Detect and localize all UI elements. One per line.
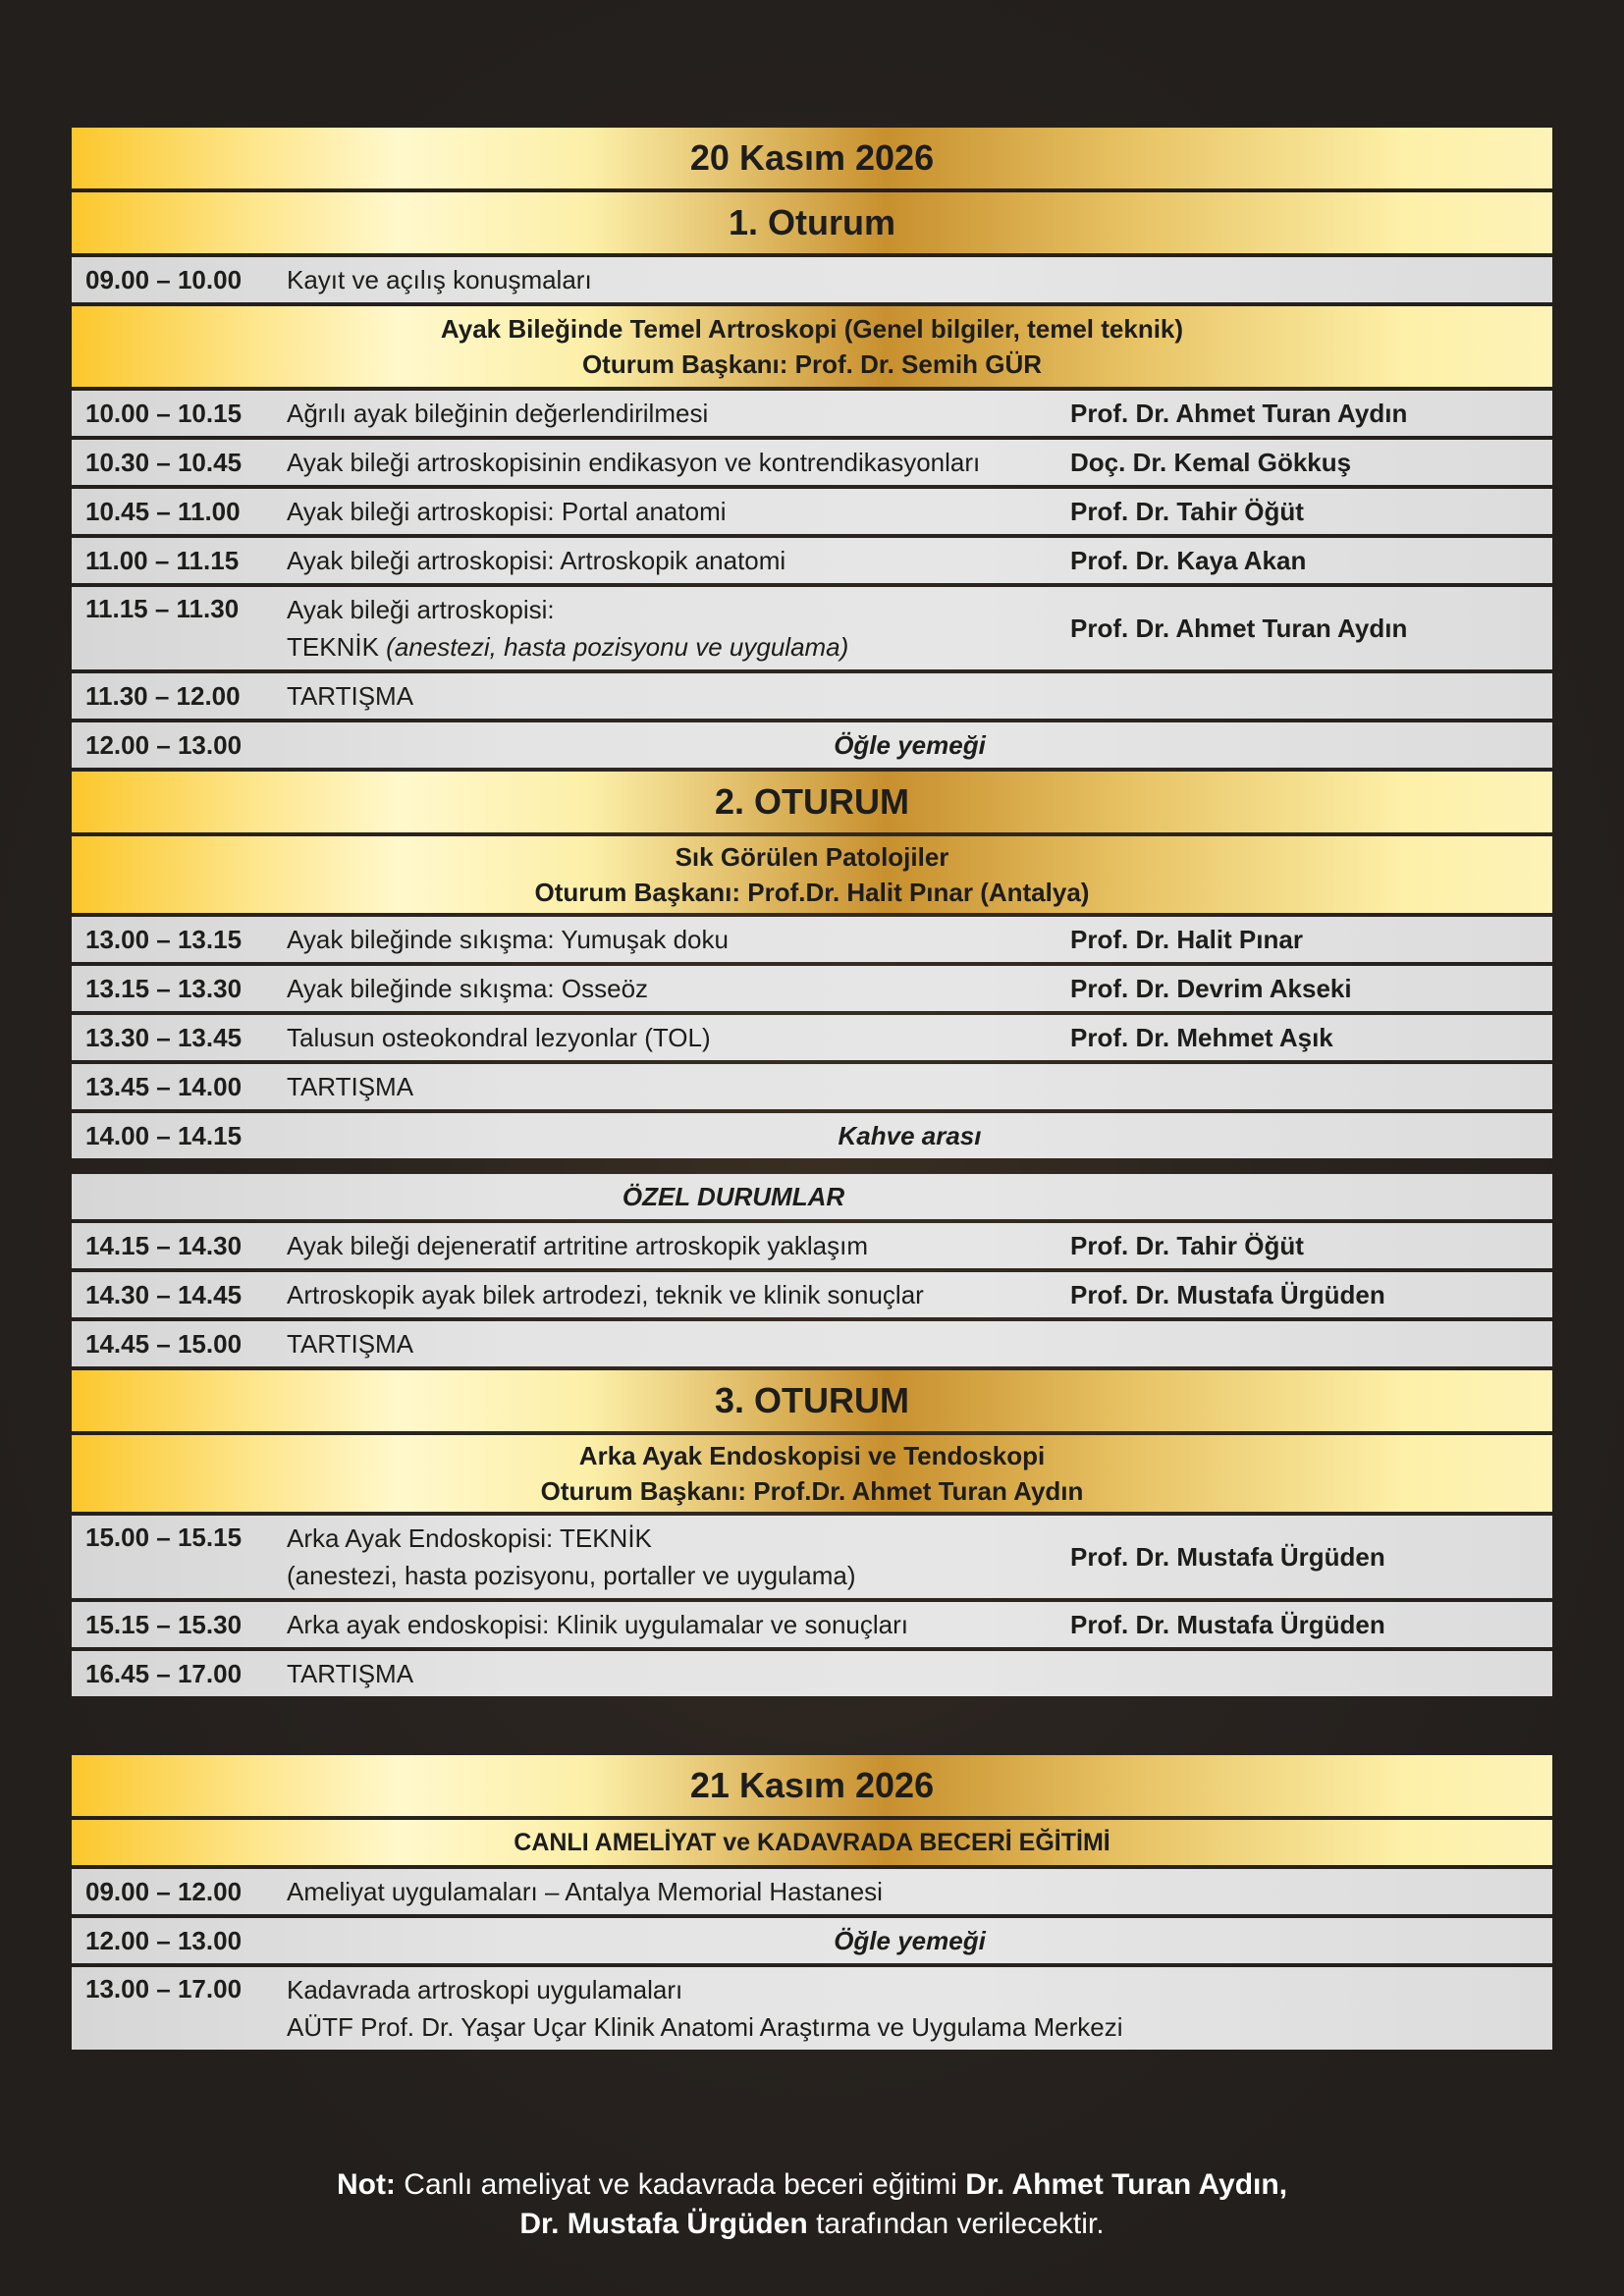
row-desc bbox=[287, 587, 1070, 669]
program-row bbox=[72, 1516, 1552, 1598]
row-desc: Ameliyat uygulamaları – Antalya Memorial Hastanesi bbox=[287, 1877, 883, 1906]
row-desc-line: AÜTF Prof. Dr. Yaşar Uçar Klinik Anatomi Araştırma ve Uygulama Merkezi bbox=[287, 2012, 1123, 2042]
note-name: Dr. Ahmet Turan Aydın bbox=[965, 2168, 1279, 2201]
discussion-row bbox=[72, 1651, 1552, 1696]
row-time: 09.00 – 12.00 bbox=[85, 1876, 243, 1906]
row-time: 15.15 – 15.30 bbox=[85, 1609, 243, 1639]
session1-subheader bbox=[72, 306, 1552, 387]
discussion-row bbox=[72, 1064, 1552, 1109]
technique-note: (anestezi, hasta pozisyonu ve uygulama) bbox=[386, 632, 849, 662]
row-break-label: Kahve arası bbox=[838, 1120, 982, 1150]
row-speaker: Prof. Dr. Tahir Öğüt bbox=[1070, 496, 1304, 526]
row-speaker: Prof. Dr. Kaya Akan bbox=[1070, 545, 1307, 575]
program-sheet bbox=[72, 128, 1552, 2054]
row-time: 11.30 – 12.00 bbox=[85, 680, 241, 711]
row-speaker: Prof. Dr. Tahir Öğüt bbox=[1070, 1230, 1304, 1260]
row-desc: TARTIŞMA bbox=[287, 681, 414, 711]
note-comma: , bbox=[1278, 2168, 1288, 2201]
row-desc bbox=[287, 1967, 1514, 2050]
lunch-row bbox=[72, 1918, 1552, 1963]
lunch-row bbox=[72, 722, 1552, 768]
row-time: 09.00 – 10.00 bbox=[85, 264, 243, 294]
row-desc-line: Ayak bileği artroskopisi: bbox=[287, 595, 555, 624]
session1-topic: Ayak Bileğinde Temel Artroskopi (Genel bilgiler, temel teknik) bbox=[440, 314, 1184, 344]
note-text: Canlı ameliyat ve kadavrada beceri eğitimi bbox=[395, 2168, 966, 2201]
spacer bbox=[72, 1700, 1552, 1755]
program-row bbox=[72, 917, 1552, 962]
program-row bbox=[72, 966, 1552, 1011]
row-speaker: Doç. Dr. Kemal Gökkuş bbox=[1070, 447, 1352, 477]
session3-topic: Arka Ayak Endoskopisi ve Tendoskopi bbox=[578, 1441, 1046, 1470]
row-time: 13.15 – 13.30 bbox=[85, 973, 243, 1003]
program-row bbox=[72, 1015, 1552, 1060]
row-time: 13.00 – 13.15 bbox=[85, 924, 243, 954]
row-desc: Ayak bileğinde sıkışma: Yumuşak doku bbox=[287, 925, 729, 954]
day2-date-header: 21 Kasım 2026 bbox=[72, 1755, 1552, 1816]
row-desc: Ayak bileği artroskopisi: Artroskopik anatomi bbox=[287, 546, 786, 575]
row-break-label: Öğle yemeği bbox=[834, 729, 986, 760]
row-time: 10.30 – 10.45 bbox=[85, 447, 243, 477]
row-break-label: Öğle yemeği bbox=[834, 1925, 986, 1955]
row-desc: Artroskopik ayak bilek artrodezi, teknik ve klinik sonuçlar bbox=[287, 1280, 924, 1309]
coffee-row bbox=[72, 1113, 1552, 1158]
day2-title: CANLI AMELİYAT ve KADAVRADA BECERİ EĞİTİMİ bbox=[72, 1820, 1552, 1865]
session2-topic: Sık Görülen Patolojiler bbox=[675, 842, 949, 872]
row-desc: Talusun osteokondral lezyonlar (TOL) bbox=[287, 1023, 711, 1052]
row-desc bbox=[287, 1516, 1070, 1598]
program-row bbox=[72, 489, 1552, 534]
program-row bbox=[72, 587, 1552, 669]
row-desc: Ayak bileği artroskopisi: Portal anatomi bbox=[287, 497, 727, 526]
session2-subheader bbox=[72, 836, 1552, 913]
discussion-row bbox=[72, 673, 1552, 719]
program-row bbox=[72, 391, 1552, 436]
session2-title: 2. OTURUM bbox=[72, 772, 1552, 832]
footer-note bbox=[0, 2165, 1624, 2244]
session1-chair: Oturum Başkanı: Prof. Dr. Semih GÜR bbox=[581, 349, 1043, 379]
row-time: 11.00 – 11.15 bbox=[85, 545, 240, 575]
row-desc: TARTIŞMA bbox=[287, 1659, 414, 1688]
row-desc-line: Arka Ayak Endoskopisi: TEKNİK bbox=[287, 1523, 652, 1553]
row-desc: Kayıt ve açılış konuşmaları bbox=[287, 265, 592, 294]
row-time: 11.15 – 11.30 bbox=[85, 594, 240, 623]
day1-date-header: 20 Kasım 2026 bbox=[72, 128, 1552, 188]
special-cases-title: ÖZEL DURUMLAR bbox=[622, 1181, 845, 1211]
spacer bbox=[72, 1162, 1552, 1174]
note-name: Dr. Mustafa Ürgüden bbox=[519, 2208, 808, 2240]
row-desc: Ağrılı ayak bileğinin değerlendirilmesi bbox=[287, 399, 709, 428]
program-row bbox=[72, 1223, 1552, 1268]
row-time: 16.45 – 17.00 bbox=[85, 1658, 243, 1688]
program-row bbox=[72, 1967, 1552, 2050]
row-speaker: Prof. Dr. Ahmet Turan Aydın bbox=[1070, 398, 1408, 428]
row-time: 13.00 – 17.00 bbox=[85, 1974, 243, 2003]
row-speaker: Prof. Dr. Mustafa Ürgüden bbox=[1070, 1279, 1385, 1309]
row-speaker: Prof. Dr. Mehmet Aşık bbox=[1070, 1022, 1333, 1052]
note-line bbox=[0, 2205, 1624, 2244]
row-speaker: Prof. Dr. Mustafa Ürgüden bbox=[1070, 1609, 1385, 1639]
row-speaker: Prof. Dr. Halit Pınar bbox=[1070, 924, 1303, 954]
program-row bbox=[72, 1602, 1552, 1647]
row-time: 13.30 – 13.45 bbox=[85, 1022, 243, 1052]
note-label: Not: bbox=[336, 2168, 396, 2201]
row-time: 10.45 – 11.00 bbox=[85, 496, 241, 526]
row-time: 14.30 – 14.45 bbox=[85, 1279, 243, 1309]
row-time: 14.00 – 14.15 bbox=[85, 1120, 243, 1150]
row-desc-line: Kadavrada artroskopi uygulamaları bbox=[287, 1975, 683, 2004]
special-cases-header bbox=[72, 1174, 1552, 1219]
program-row bbox=[72, 1869, 1552, 1914]
technique-label: TEKNİK bbox=[287, 632, 379, 662]
row-speaker: Prof. Dr. Ahmet Turan Aydın bbox=[1070, 613, 1408, 643]
program-row bbox=[72, 538, 1552, 583]
row-desc-line bbox=[287, 628, 1070, 666]
row-desc: Ayak bileği dejeneratif artritine artroskopik yaklaşım bbox=[287, 1231, 869, 1260]
row-time: 14.45 – 15.00 bbox=[85, 1328, 243, 1359]
note-text: tarafından verilecektir. bbox=[807, 2208, 1105, 2240]
session3-title: 3. OTURUM bbox=[72, 1370, 1552, 1431]
row-time: 14.15 – 14.30 bbox=[85, 1230, 243, 1260]
session1-title: 1. Oturum bbox=[72, 192, 1552, 253]
session2-chair: Oturum Başkanı: Prof.Dr. Halit Pınar (Antalya) bbox=[534, 878, 1090, 907]
program-row bbox=[72, 440, 1552, 485]
session3-chair: Oturum Başkanı: Prof.Dr. Ahmet Turan Aydın bbox=[540, 1476, 1084, 1506]
row-time: 15.00 – 15.15 bbox=[85, 1522, 243, 1552]
session3-subheader bbox=[72, 1435, 1552, 1512]
row-desc: TARTIŞMA bbox=[287, 1329, 414, 1359]
row-desc: TARTIŞMA bbox=[287, 1072, 414, 1101]
row-time: 12.00 – 13.00 bbox=[85, 1925, 243, 1955]
row-desc: Ayak bileğinde sıkışma: Osseöz bbox=[287, 974, 649, 1003]
row-time: 13.45 – 14.00 bbox=[85, 1071, 243, 1101]
opening-row bbox=[72, 257, 1552, 302]
row-desc: Arka ayak endoskopisi: Klinik uygulamalar ve sonuçları bbox=[287, 1610, 908, 1639]
row-speaker: Prof. Dr. Devrim Akseki bbox=[1070, 973, 1352, 1003]
row-speaker: Prof. Dr. Mustafa Ürgüden bbox=[1070, 1541, 1385, 1572]
row-time: 12.00 – 13.00 bbox=[85, 729, 243, 760]
note-line bbox=[0, 2165, 1624, 2205]
row-time: 10.00 – 10.15 bbox=[85, 398, 243, 428]
row-desc-line: (anestezi, hasta pozisyonu, portaller ve uygulama) bbox=[287, 1561, 856, 1590]
program-row bbox=[72, 1272, 1552, 1317]
row-desc: Ayak bileği artroskopisinin endikasyon ve kontrendikasyonları bbox=[287, 448, 981, 477]
discussion-row bbox=[72, 1321, 1552, 1366]
